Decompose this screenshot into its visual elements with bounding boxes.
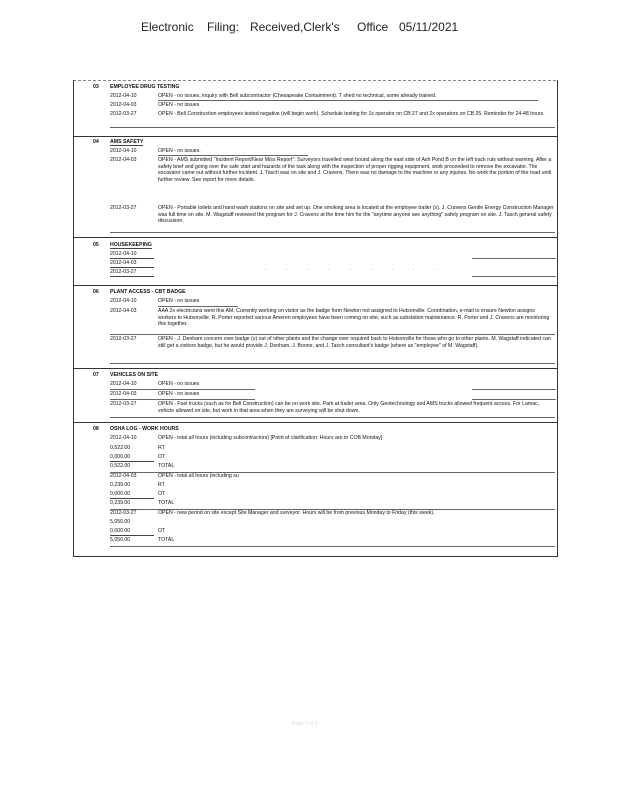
hours-label: TOTAL [158,537,175,543]
entry-text: OPEN - no issues, inquiry with Bell subcontractor (Chesapeake Containment). T shed no technical, some already trained. [158,93,437,99]
stamp-date: 05/11/2021 [399,20,459,34]
list-item [110,205,555,231]
entry-date: 2012-04-10 [110,251,154,259]
section-title: HOUSEKEEPING [110,242,152,248]
hours-row [110,454,555,461]
list-item [110,391,555,398]
section-divider [74,422,557,423]
hours-row [110,445,555,452]
hours-row [110,519,555,526]
section-divider [74,237,557,238]
entry-date: 2012-04-03 [110,260,154,268]
section-number: 03 [93,84,99,90]
entry-date: 2012-04-10 [110,148,137,154]
entry-date: 2012-04-03 [110,308,137,314]
entry-date: 2012-04-03 [110,102,137,108]
entry-text: OPEN - new period on site except Site Manager and surveyor. Hours will be from previous Monday to Friday (this week). [158,510,435,516]
entry-date: 2012-03-27 [110,205,137,211]
section-title: OSHA LOG - WORK HOURS [110,426,179,432]
entry-text: AAA 2x electricians went this AM. Currently working on visitor as the badge form Newton not assigned to Hutsonville. Coordination, e-mail to ensure Newton assigns workers to Hutsonville. R. Porter reported various Ameren employees have been coming on site, such as substation maintenance. R. Porter and J. Cravens are monitoring this together. [158,308,550,328]
entry-date: 2012-04-10 [110,381,137,387]
section-divider [74,285,557,286]
hours-value: 5,050.00 [110,537,131,543]
entry-date: 2012-04-10 [110,93,137,99]
list-item [110,473,555,480]
entry-text: OPEN - no issues [158,298,200,304]
section-number: 07 [93,372,99,378]
entry-date: 2012-03-27 [110,401,137,407]
entry-date: 2012-04-03 [110,391,137,397]
entry-text: OPEN - Fuel trucks (such as for Bell Construction) can be on work site. Park at trailer area. Only Geotechnology and AMS trucks allowed frequent access. For Lamac, vehicle allowed on site, but work in that area when they are surveying will be shut down. [158,401,540,414]
stamp-received: Received,Clerk's [250,20,340,34]
section-number: 08 [93,426,99,432]
entry-text: OPEN - Bell Construction employees tested negative (will begin work). Schedule testing for 1x operator on CB 27 and 2x operators on CB 25. Reminder for 24-48 hours. [158,111,545,117]
hours-value: 0,000.00 [110,491,154,499]
hours-row [110,528,555,535]
hours-value: 0,239.00 [110,500,131,506]
hours-label: RT [158,482,165,488]
section-divider [74,368,557,369]
list-item [110,308,555,334]
entry-date: 2012-04-03 [110,157,137,163]
list-item [110,401,555,415]
section-number: 06 [93,289,99,295]
section-title: EMPLOYEE DRUG TESTING [110,84,180,90]
hours-value: 0,000.00 [110,454,154,462]
list-item [110,157,555,203]
section-number: 05 [93,242,99,248]
entry-date: 2012-03-27 [110,269,154,277]
stamp-electronic: Electronic [141,20,194,34]
hours-row [110,537,555,544]
list-item [110,298,555,305]
entry-date: 2012-04-03 [110,473,137,479]
entry-text: OPEN - no issues [158,381,200,387]
list-item [110,251,555,258]
hours-value: 0,239.00 [110,482,131,488]
list-item [110,260,555,267]
section-divider [74,136,557,137]
list-item [110,381,555,388]
list-item [110,336,555,362]
hours-row [110,500,555,507]
hours-label: TOTAL [158,500,175,506]
hours-label: OT [158,528,166,534]
hours-row [110,491,555,498]
hours-label: OT [158,491,166,497]
hours-label: OT [158,454,166,460]
stamp-filing: Filing: [207,20,240,34]
entry-text: OPEN - no issues. [158,148,201,154]
list-item [110,148,555,155]
entry-text: OPEN - J. Denham concern over badge (s) out of other plants and the change over required back to Hutsonville for those who go to other plants. M. Wagstaff indicated can still get a visitors badge, but he would provide J. Denham, J. Boone, and J. Tasch consultant's badge (where as "employee" of M. Wagstaff). [158,336,551,349]
entry-text: OPEN - total all hours (including su [158,473,239,479]
entry-text: OPEN - no issues [158,391,200,397]
list-item [110,435,555,442]
list-item [110,102,555,109]
hours-label: RT [158,445,165,451]
list-item [110,93,555,100]
hours-value: 0,522.00 [110,445,131,451]
entry-text: OPEN - Portable toilets and hand wash stations on site and set up. One smoking area is located at the employee trailer (s). J. Cravens Gentle Energy Construction Manager was full time on site. M. Wagstaff reviewed the program for J. Cravens at the time him for the "anytime anyone see anything" safety program on site. J. Tasch general safety discussion. [158,205,554,225]
entry-date: 2012-04-10 [110,435,137,441]
entry-date: 2012-03-27 [110,510,137,516]
list-item [110,111,555,125]
faint-marks: · · · · · · · · · [265,267,445,273]
section-title: PLANT ACCESS - CBT BADGE [110,289,186,295]
section-title: AMS SAFETY [110,139,144,145]
entry-date: 2012-04-10 [110,298,137,304]
entry-text: OPEN - AMS submitted "Incident Report/Near Miss Report": Surveyors travelled west bound along the east side of Ash Pond B on the left track ruts without warning. After a safety brief and going over the safe start and hazards of the task along with the inspection of proper rigging equipment, work proceeded to remove the excavator. The excavator came out without further incident. J. Tasch was on site and J. Cravens. There was no damage to the machine or any injuries. No work the portion of the road until further review. See report for more details. [158,157,552,183]
entry-text: OPEN - no issues [158,102,200,108]
hours-value: 5,050.00 [110,519,131,525]
section-title: VEHICLES ON SITE [110,372,159,378]
list-item [110,510,555,517]
hours-row [110,482,555,489]
hours-value: 0,522.00 [110,463,131,469]
entry-text: OPEN - total all hours (including subcontractors) [Point of clarification: Hours are to COB Monday] [158,435,383,441]
hours-row [110,463,555,470]
hours-label: TOTAL [158,463,175,469]
entry-date: 2012-03-27 [110,111,137,117]
safety-log-table [73,80,558,557]
entry-date: 2012-03-27 [110,336,137,342]
stamp-office: Office [357,20,389,34]
section-number: 04 [93,139,99,145]
page-footer: Page 2 of 3 [292,721,318,727]
hours-value: 0,000.00 [110,528,154,536]
